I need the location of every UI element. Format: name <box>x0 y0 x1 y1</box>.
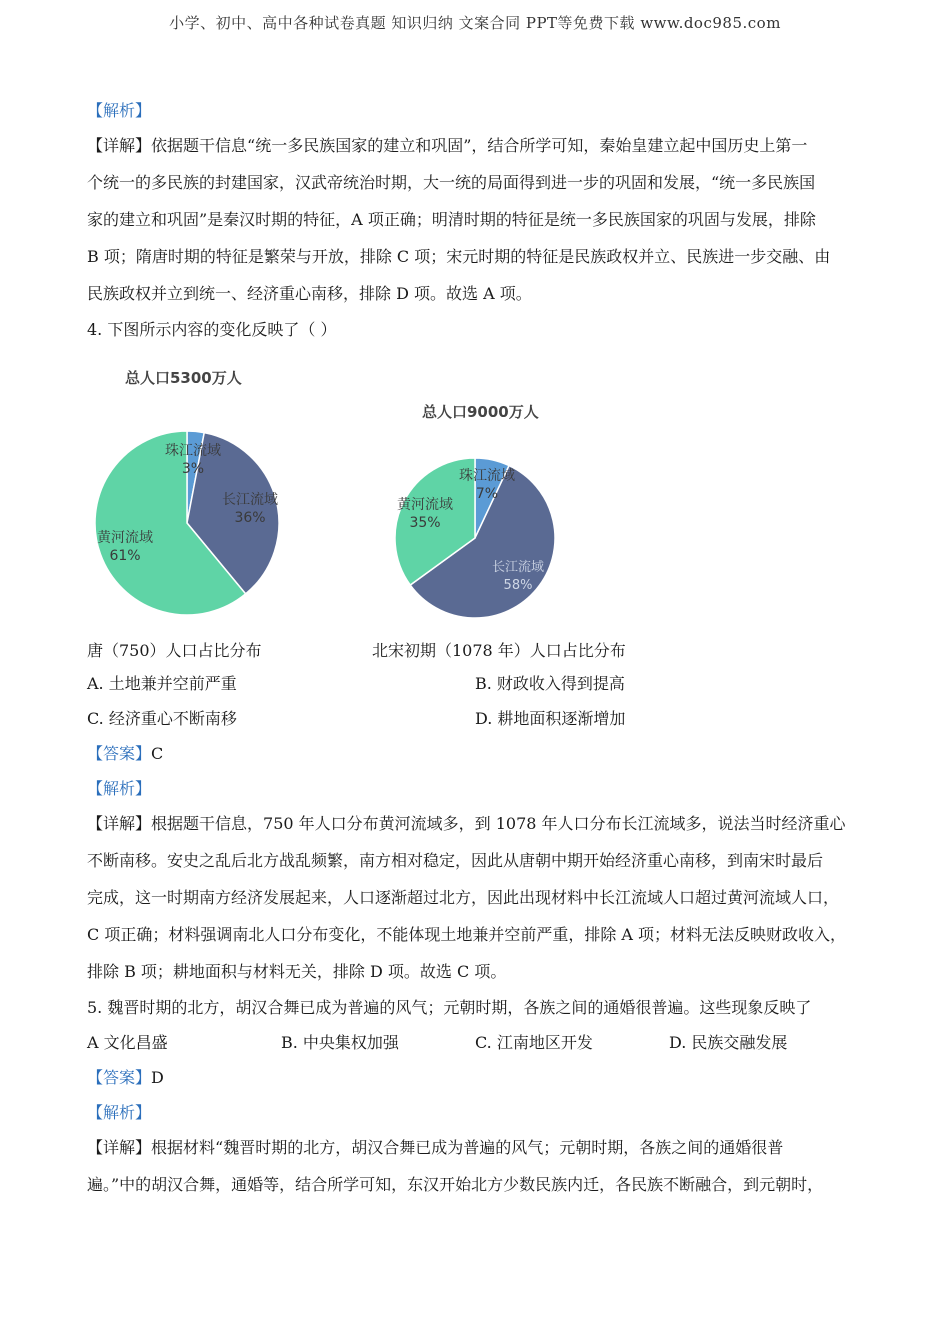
q4-option-d: D. 耕地面积逐渐增加 <box>475 709 626 728</box>
q4-analysis-tag: 【解析】 <box>87 779 152 798</box>
q5-detail-line-1: 【详解】根据材料“魏晋时期的北方，胡汉合舞已成为普遍的风气；元朝时期，各族之间的通婚很普 <box>87 1138 784 1157</box>
pie-label-name-0-1: 长江流域 <box>222 492 278 508</box>
q4-detail-line-4: C 项正确；材料强调南北人口分布变化，不能体现土地兼并空前严重，排除 A 项；材料无法反映财政收入， <box>87 925 847 944</box>
q5-answer-tag: 【答案】 <box>87 1068 152 1087</box>
pie-chart-tang <box>85 360 305 630</box>
pie-label-name-1-1: 长江流域 <box>491 560 545 575</box>
q4-stem: 4. 下图所示内容的变化反映了（ ） <box>87 320 337 339</box>
q4-option-b: B. 财政收入得到提高 <box>475 674 625 693</box>
pie-chart-northern-song <box>380 395 580 635</box>
chart-caption-tang: 唐（750）人口占比分布 <box>87 641 262 660</box>
q4-answer-value: C <box>151 744 164 763</box>
pie-title-0: 总人口5300万人 <box>125 369 242 387</box>
pie-label-value-1-1: 58% <box>503 578 533 593</box>
q4-detail-line-3: 完成，这一时期南方经济发展起来，人口逐渐超过北方，因此出现材料中长江流域人口超过黄河流域人口， <box>87 888 840 907</box>
pie-label-value-1-0: 7% <box>475 486 499 502</box>
q4-option-a: A. 土地兼并空前严重 <box>87 674 237 693</box>
q3-detail-line-4: B 项；隋唐时期的特征是繁荣与开放，排除 C 项；宋元时期的特征是民族政权并立、民族进一步交融、由 <box>87 247 831 266</box>
q4-detail-line-5: 排除 B 项；耕地面积与材料无关，排除 D 项。故选 C 项。 <box>87 962 507 981</box>
chart-caption-northern-song: 北宋初期（1078 年）人口占比分布 <box>372 641 626 660</box>
q5-stem: 5. 魏晋时期的北方，胡汉合舞已成为普遍的风气；元朝时期，各族之间的通婚很普遍。这些现象反映了 <box>87 998 812 1017</box>
q4-answer-tag: 【答案】 <box>87 744 152 763</box>
q3-analysis-tag: 【解析】 <box>87 101 152 120</box>
pie-title-1: 总人口9000万人 <box>422 403 539 421</box>
q5-detail-tag: 【详解】 <box>87 1138 152 1157</box>
q4-detail-line-1: 【详解】根据题干信息，750 年人口分布黄河流域多，到 1078 年人口分布长江流域多，说法当时经济重心 <box>87 814 846 833</box>
pie-label-name-0-0: 珠江流域 <box>165 443 221 459</box>
q5-detail-line-2: 遍。”中的胡汉合舞，通婚等，结合所学可知，东汉开始北方少数民族内迁，各民族不断融合，到元朝时， <box>87 1175 824 1194</box>
q3-detail-line-3: 家的建立和巩固”是秦汉时期的特征，A 项正确；明清时期的特征是统一多民族国家的巩固与发展，排除 <box>87 210 816 229</box>
pie-label-value-1-2: 35% <box>409 515 441 531</box>
q5-analysis-tag: 【解析】 <box>87 1103 152 1122</box>
pie-label-value-0-2: 61% <box>109 548 141 564</box>
pie-label-name-0-2: 黄河流域 <box>97 530 153 546</box>
q3-detail-tag: 【详解】 <box>87 136 152 155</box>
q3-detail-line-1: 【详解】依据题干信息“统一多民族国家的建立和巩固”，结合所学可知，秦始皇建立起中国历史上第一 <box>87 136 808 155</box>
q5-answer-value: D <box>151 1068 164 1087</box>
pie-label-name-1-2: 黄河流域 <box>397 497 453 513</box>
q5-option-d: D. 民族交融发展 <box>669 1033 788 1052</box>
q5-answer <box>87 1068 164 1088</box>
q4-answer <box>87 744 163 764</box>
q4-option-c: C. 经济重心不断南移 <box>87 709 237 728</box>
pie-label-value-0-0: 3% <box>181 461 205 477</box>
page-header: 小学、初中、高中各种试卷真题 知识归纳 文案合同 PPT等免费下载 www.doc985.com <box>169 14 781 32</box>
q5-option-c: C. 江南地区开发 <box>475 1033 593 1052</box>
q3-detail-line-5: 民族政权并立到统一、经济重心南移，排除 D 项。故选 A 项。 <box>87 284 532 303</box>
q5-option-a: A 文化昌盛 <box>87 1033 168 1052</box>
q4-detail-tag: 【详解】 <box>87 814 152 833</box>
q3-detail-line-2: 个统一的多民族的封建国家，汉武帝统治时期，大一统的局面得到进一步的巩固和发展，“统一多民族国 <box>87 173 816 192</box>
q5-option-b: B. 中央集权加强 <box>281 1033 399 1052</box>
pie-label-value-0-1: 36% <box>234 510 266 526</box>
pie-label-name-1-0: 珠江流域 <box>459 468 515 484</box>
q4-detail-line-2: 不断南移。安史之乱后北方战乱频繁，南方相对稳定，因此从唐朝中期开始经济重心南移，到南宋时最后 <box>87 851 824 870</box>
